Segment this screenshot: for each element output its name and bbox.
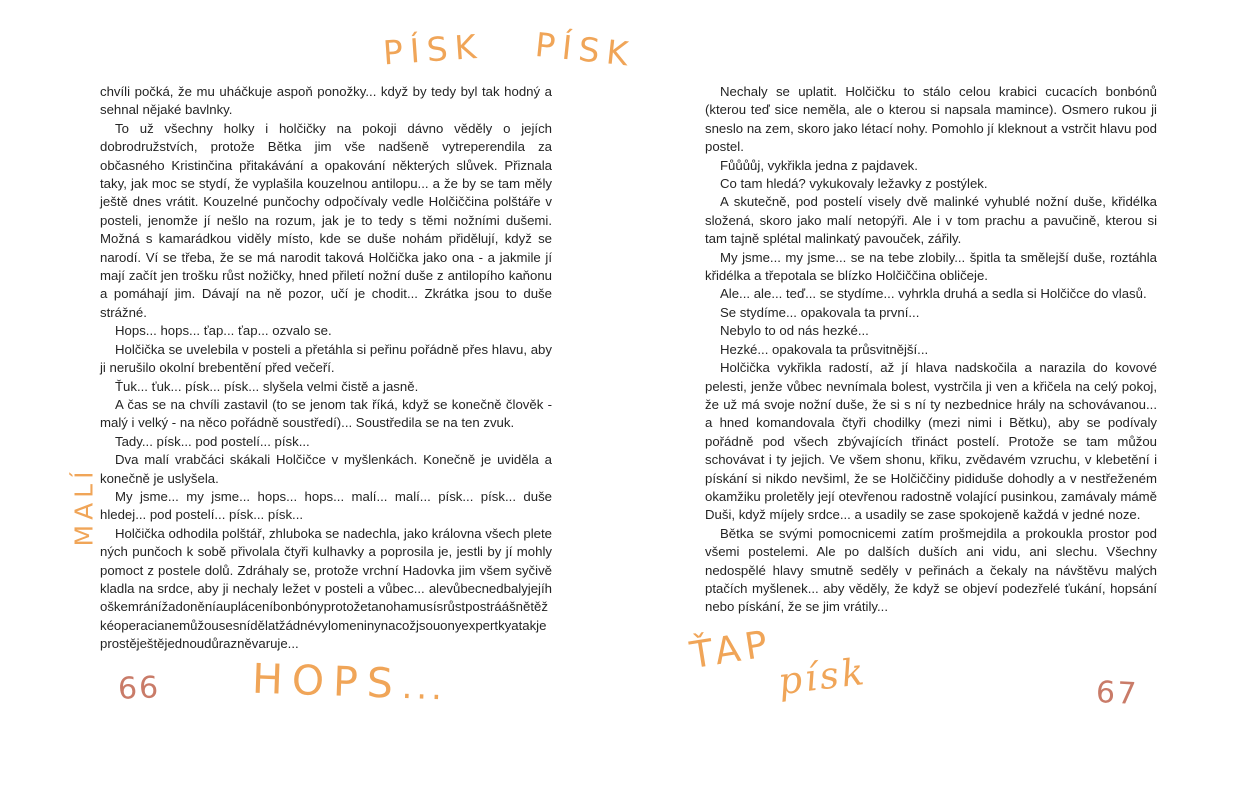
- left-page-text: [100, 83, 552, 654]
- paragraph: My jsme... my jsme... se na tebe zlobily... špitla ta smělejší duše, roztáhla křidélka a třepotala se blízko Holčiččina obličeje.: [705, 249, 1157, 284]
- paragraph: Fůůůůj, vykřikla jedna z pajdavek.: [720, 157, 918, 173]
- paragraph: A čas se na chvíli zastavil (to se jenom tak říká, když se konečně člověk - malý i velký - na něco pořádně soustředí)... Soustředila se na ten zvuk.: [100, 396, 552, 431]
- paragraph: Nechaly se uplatit. Holčičku to stálo celou krabici cucacích bonbónů (kterou teď sice neměla, ale o kterou si napsala mamince). Osmero rukou ji sneslo na zem, skoro jako létací nohy. Pomohlo jí kleknout a vstrčit hlavu pod postel.: [705, 84, 1157, 155]
- handwritten-pisk-top: [381, 24, 637, 75]
- paragraph: Nebylo to od nás hezké...: [720, 323, 869, 339]
- handwritten-pisk-script: písk: [775, 649, 870, 704]
- paragraph: Holčička vykřikla radostí, až jí hlava nadskočila a narazila do kovové pelesti, jenže vůbec nevnímala bolest, vystrčila ji ven a křičela na celý pokoj, že už má svoje nožní duše, že si s ní ty nezbednice hrály na schovávanou... a hned komandovala čtyři chodilky (mezi nimi i Bětku), aby se podívaly pořádně pod všech zbývajících třináct postelí. Protože se tam můžou schovávat i ty jejich. Ve všem shonu, křiku, zvědavém vzruchu, v klebetění i pískání si nikdo nevšiml, že se Holčiččiny pididuše dohodly a v nestřeženém okamžiku proletěly její otevřenou radostně volající pusinkou, zamávaly mámě Duši, když míjely srdce... a usadily se zase spokojeně každá v jedné noze.: [705, 360, 1157, 523]
- right-page-text: [705, 83, 1157, 617]
- handwritten-pisk-word: PÍSK: [532, 24, 637, 75]
- paragraph: Bětka se svými pomocnicemi zatím prošmejdila a prokoukla prostor pod všemi postelemi. Ale po dalších duších ani vidu, ani slechu. Všechny nedospělé hlavy smutně seděly v peřinách a čekaly na návštěvu malých ptačích myšlenek... aby věděly, že když se objeví podezřelé ťukání, hopsání nebo pískání, že se jim vrátily...: [705, 525, 1157, 615]
- paragraph: Holčička odhodila polštář, zhluboka se nadechla, jako královna všech pletených punčoch k sobě přivolala čtyři kulhavky a poprosila je, jestli by jí mohly pomoct z postele dolů. Zdráhaly se, protože vrchní Hadovka jim všem syčivě kladla na srdce, aby ji nechaly ležet v posteli a vůbec... alevůbecnedbalyjejíhoškemránížadoněníaupláceníbonbónyprotožetanohamusísrůstpostráášnětěžkéoperacianemůžousesnídělatžádnévylomeninynacožjsouonyexpertkyatakjeprostěještějednoudůrazněvaruje...: [100, 525, 552, 652]
- handwritten-hops-word: HOPS: [251, 654, 403, 708]
- paragraph: Holčička se uvelebila v posteli a přetáhla si peřinu pořádně přes hlavu, aby ji nerušilo okolní brebentění před večeří.: [100, 341, 552, 376]
- paragraph: To už všechny holky i holčičky na pokoji dávno věděly o jejích dobrodružstvích, protože Bětka jim vše nadšeně vytreperendila za občasného Kristinčina přitakávání a opakování některých slůvek. Přiznala taky, jak moc se stydí, že vyplašila kouzelnou antilopu... a že by se tam měly ještě dnes vrátit. Kouzelné punčochy odpočívaly vedle Holčiččina polštáře v posteli, jenomže jí nešlo na rozum, jak je to tedy s těmi nožními dušemi. Možná s kamarádkou viděly místo, kde se duše nohám přidělují, když se narodí. Ví se třeba, že se má narodit taková Holčička jako ona - a jakmile jí mají začít jen trošku růst nožičky, hned přiletí nožní duše z antilopího kaňonu a pomáhají jim. Dávají na ně pozor, učí je chodit... Zkrátka jsou to duše strážné.: [100, 120, 552, 320]
- paragraph: Co tam hledá? vykukovaly ležavky z postýlek.: [720, 176, 988, 192]
- paragraph: chvíli počká, že mu uháčkuje aspoň ponožky... když by tedy byl tak hodný a sehnal nějaké bavlnky.: [100, 84, 552, 118]
- paragraph: Hezké... opakovala ta průsvitnější...: [720, 341, 929, 357]
- paragraph: Se stydíme... opakovala ta první...: [720, 304, 920, 320]
- paragraph: Tady... písk... pod postelí... písk...: [115, 433, 310, 449]
- paragraph: A skutečně, pod postelí visely dvě malinké vyhublé nožní duše, křidélka složená, skoro jako malí netopýři. Ale i v tom prachu a pavučině, kterou si tam tajně splétal malinkatý pavouček, zářily.: [705, 194, 1157, 247]
- page-number-right: 67: [1095, 674, 1140, 713]
- paragraph: Ťuk... ťuk... písk... písk... slyšela velmi čistě a jasně.: [115, 378, 419, 394]
- paragraph: Dva malí vrabčáci skákali Holčičce v myšlenkách. Konečně je uviděla a konečně je uslyšela.: [100, 452, 552, 486]
- handwritten-pisk-word: PÍSK: [381, 26, 485, 73]
- page-number-left: 66: [117, 670, 161, 707]
- handwritten-hops: [251, 655, 447, 710]
- margin-note-mali: MALÍ: [69, 466, 99, 547]
- paragraph: Hops... hops... ťap... ťap... ozvalo se.: [115, 323, 332, 339]
- paragraph: Ale... ale... teď... se stydíme... vyhrkla druhá a sedla si Holčičce do vlasů.: [720, 286, 1147, 302]
- handwritten-tap: ŤAP: [687, 621, 776, 678]
- handwritten-hops-dots: ...: [401, 666, 447, 709]
- paragraph: My jsme... my jsme... hops... hops... malí... malí... písk... písk... duše hledej... pod postelí... písk... písk...: [100, 488, 552, 523]
